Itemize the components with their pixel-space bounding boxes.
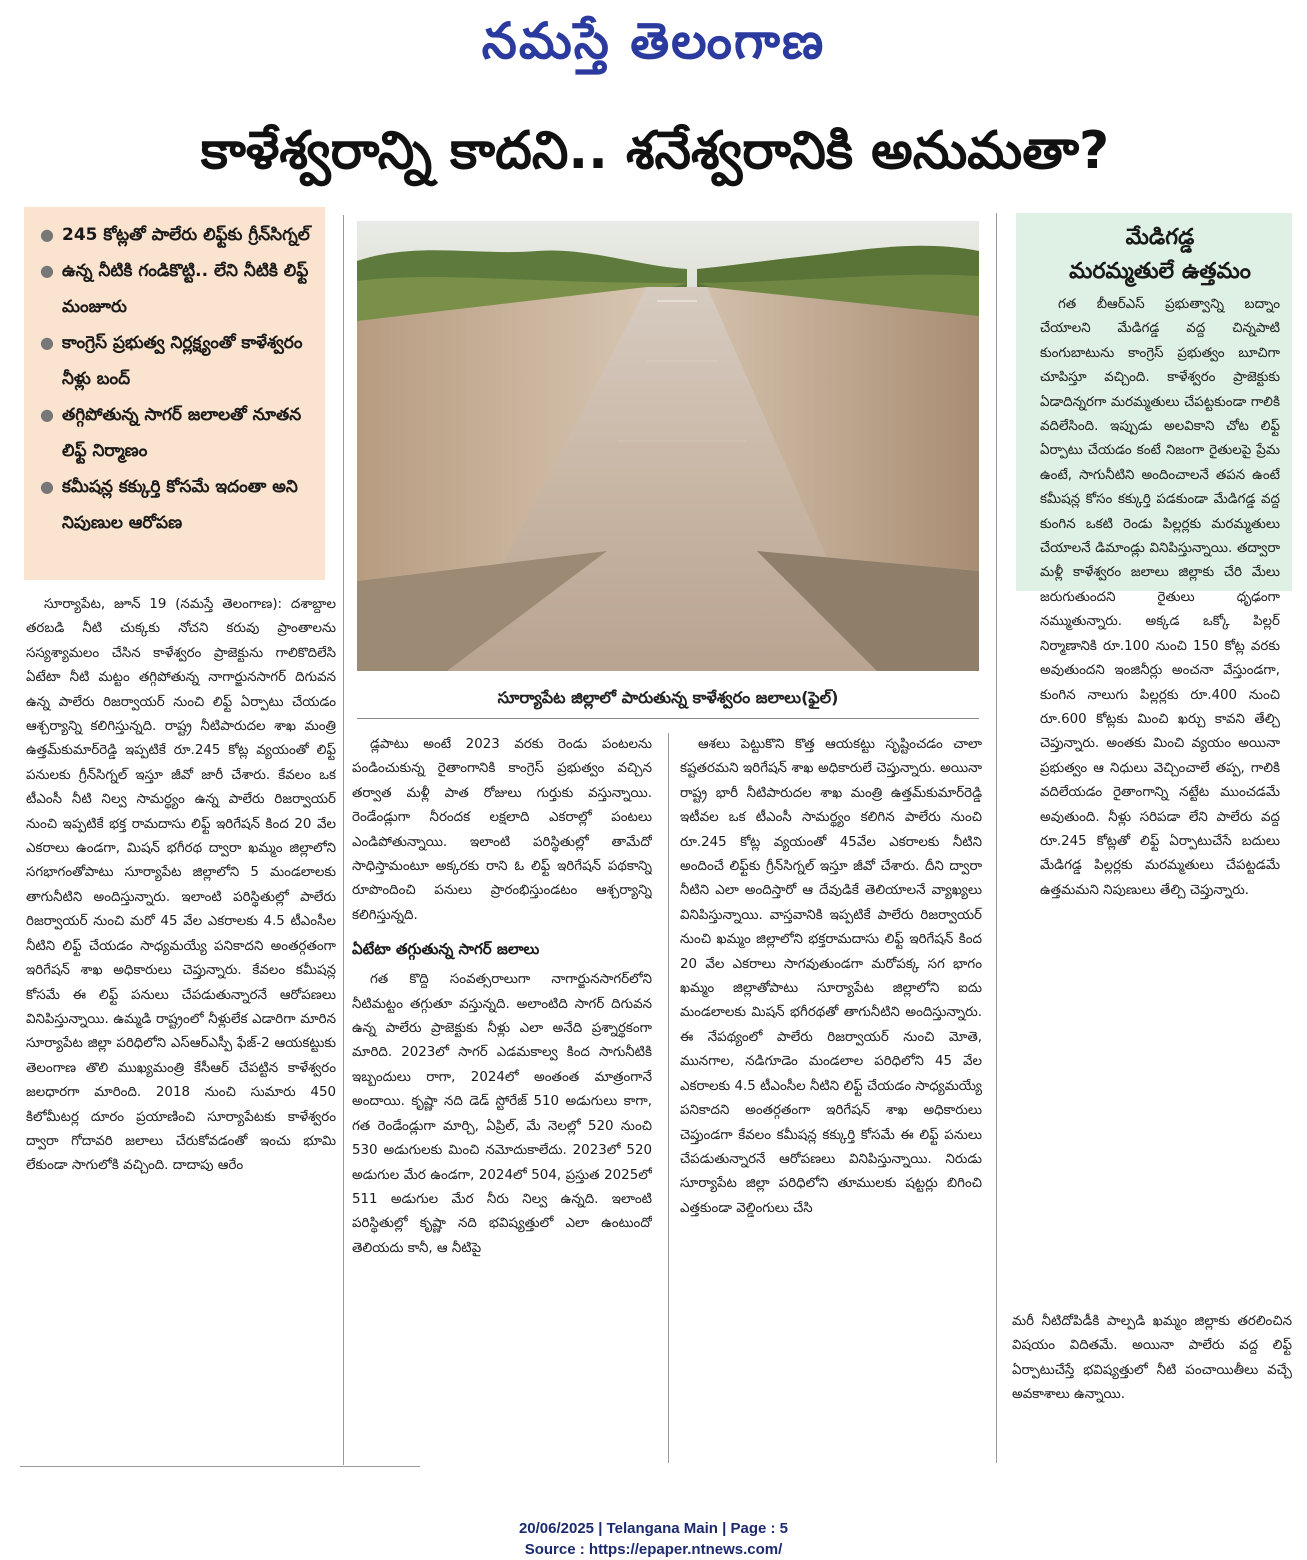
sidebar-title: మేడిగడ్డ: [1125, 225, 1195, 250]
masthead-logo: నమస్తే తెలంగాణ: [481, 11, 826, 70]
sidebar-paragraph: గత బీఆర్‌ఎస్ ప్రభుత్వాన్ని బద్నాం చేయాలని మేడిగడ్డ వద్ద చిన్నపాటి కుంగుబాటును కాంగ్రెస్ ప్రభుత్వం బూచిగా చూపిస్తూ వచ్చింది. కాళేశ్వరం ప్రాజెక్టుకు ఏడాదిన్నరగా మరమ్మతులు చేపట్టకుండా గాలికి వదిలేసింది. ఇప్పుడు అలవికాని చోట లిఫ్ట్ ఏర్పాటు చేయడం కంటే నిజంగా రైతులపై ప్రేమ ఉంటే, సాగునీటిని అందించాలనే తపన ఉంటే కమీషన్ల కోసం కక్కుర్తి పడకుండా మేడిగడ్డ వద్ద కుంగిన ఒకటి రెండు పిల్లర్లకు మరమ్మతులు చేయాలనే డిమాండ్లు వినిపిస్తున్నాయి. తద్వారా మళ్లీ కాళేశ్వరం జలాలు జిల్లాకు చేరి మేలు జరుగుతుందని రైతులు ధృఢంగా నమ్ముతున్నారు. అక్కడ ఒక్కో పిల్లర్ నిర్మాణానికి రూ.100 నుంచి 150 కోట్ల వరకు అవుతుందని ఇంజినీర్లు అంచనా వేస్తుండగా, కుంగిన నాలుగు పిల్లర్లకు రూ.400 నుంచి రూ.600 కోట్లకు మించి ఖర్చు కావని తేల్చి చెప్తున్నారు. అంతకు మించి వ్యయం అయినా ప్రభుత్వం ఆ నిధులు వెచ్చించాలే తప్ప, గాలికి వదిలేయడం రైతాంగాన్ని నట్టేట ముంచడమే అవుతుంది. నీళ్లు సరిపడా లేని పాలేరు వద్ద రూ.245 కోట్లతో లిఫ్ట్ ఏర్పాటుచేసే బదులు మేడిగడ్డ పిల్లర్లకు మరమ్మతులు చేపట్టడమే ఉత్తమమని నిపుణులు తేల్చి చెప్తున్నారు.: [1040, 297, 1280, 898]
highlight-item: ● 245 కోట్లతో పాలేరు లిఫ్ట్‌కు గ్రీన్‌సిగ్నల్: [36, 217, 317, 253]
article-paragraph: గత కొద్ది సంవత్సరాలుగా నాగార్జునసాగర్‌లోని నీటిమట్టం తగ్గుతూ వస్తున్నది. అలాంటిది సాగర్ దిగువన ఉన్న పాలేరు ప్రాజెక్టుకు నీళ్లు ఎలా అనేది ప్రశ్నార్థకంగా మారిది. 2023లో సాగర్ ఎడమకాల్వ కింద సాగునీటికి ఇబ్బందులు రాగా, 2024లో అంతంత మాత్రంగానే అందాయి. కృష్ణా నది డెడ్ స్టోరేజ్ 510 అడుగులు కాగా, గత రెండేండ్లుగా మార్చి, ఏప్రిల్, మే నెలల్లో 520 నుంచి 530 అడుగులకు మించి నమోదుకాలేదు. 2023లో 520 అడుగుల మేర ఉండగా, 2024లో 504, ప్రస్తుత 2025లో 511 అడుగుల మేర నీరు నిల్వ ఉన్నది. ఇలాంటి పరిస్థితుల్లో కృష్ణా నది భవిష్యత్తులో ఎలా ఉంటుందో తెలియదు కానీ, ఆ నీటిపై: [352, 972, 652, 1256]
sidebar-body: [1040, 293, 1280, 903]
highlights-box: [24, 207, 325, 580]
column-divider: [668, 733, 669, 1463]
bullet-icon: ●: [40, 333, 54, 352]
bullet-icon: ●: [40, 225, 54, 244]
photo-caption: సూర్యాపేట జిల్లాలో పారుతున్న కాళేశ్వరం జలాలు(ఫైల్): [497, 688, 839, 707]
highlight-item: ● ఉన్న నీటికి గండికొట్టి.. లేని నీటికి లిఫ్ట్ మంజూరు: [36, 253, 317, 325]
bullet-icon: ●: [40, 405, 54, 424]
article-column-2: [352, 733, 652, 1463]
footer-source-line: Source : https://epaper.ntnews.com/: [524, 1541, 783, 1558]
caption-divider: [357, 718, 979, 719]
article-column-1: [26, 593, 336, 1463]
sidebar-box: [1016, 213, 1292, 898]
article-subheading: ఏటేటా తగ్గుతున్న సాగర్ జలాలు: [352, 940, 540, 959]
highlight-item: ● తగ్గిపోతున్న సాగర్ జలాలతో నూతన లిఫ్ట్ నిర్మాణం: [36, 397, 317, 469]
article-column-4: [1012, 1310, 1292, 1460]
article-paragraph: డ్లపాటు అంటే 2023 వరకు రెండు పంటలను పండించుకున్న రైతాంగానికి కాంగ్రెస్ ప్రభుత్వం వచ్చిన తర్వాత మళ్లీ పాత రోజులు గుర్తుకు వస్తున్నాయి. రెండేండ్లుగా నీరందక లక్షలాది ఎకరాల్లో పంటలు ఎండిపోతున్నాయి. ఇలాంటి పరిస్థితుల్లో తామేదో సాధిస్తామంటూ అక్కరకు రాని ఓ లిఫ్ట్ ఇరిగేషన్ పథకాన్ని రూపొందించి పనులు ప్రారంభిస్తుండటం ఆశ్చర్యాన్ని కలిగిస్తున్నది.: [352, 737, 652, 923]
bullet-icon: ●: [40, 261, 54, 280]
sidebar-title: మరమ్మతులే ఉత్తమం: [1069, 259, 1251, 284]
highlight-item: ● కమీషన్ల కక్కుర్తి కోసమే ఇదంతా అని నిపుణుల ఆరోపణ: [36, 469, 317, 541]
footer-date-line: 20/06/2025 | Telangana Main | Page : 5: [518, 1520, 789, 1537]
bullet-icon: ●: [40, 477, 54, 496]
article-column-3: [680, 733, 982, 1463]
bottom-rule: [20, 1466, 420, 1467]
highlight-item: ● కాంగ్రెస్ ప్రభుత్వ నిర్లక్ష్యంతో కాళేశ్వరం నీళ్లు బంద్: [36, 325, 317, 397]
article-paragraph: ఆశలు పెట్టుకొని కొత్త ఆయకట్టు సృష్టించడం చాలా కష్టతరమని ఇరిగేషన్ శాఖ అధికారులే చెప్తున్నారు. అయినా రాష్ట్ర భారీ నీటిపారుదల శాఖ మంత్రి ఉత్తమ్‌కుమార్‌రెడ్డి ఇటీవల ఒక టీఎంసీ సామర్థ్యం కలిగిన పాలేరు నుంచి రూ.245 కోట్ల వ్యయంతో 45వేల ఎకరాలకు నీటిని అందించే లిఫ్ట్‌కు గ్రీన్‌సిగ్నల్ ఇస్తూ జీవో చేశారు. దీని ద్వారా నీటిని ఎలా అందిస్తారో ఆ దేవుడికే తెలియాలనే వ్యాఖ్యలు వినిపిస్తున్నాయి. వాస్తవానికి ఇప్పటికే పాలేరు రిజర్వాయర్ నుంచి ఖమ్మం జిల్లాలోని భక్తరామదాసు లిఫ్ట్ ఇరిగేషన్ కింద 20 వేల ఎకరాలు సాగవుతుండగా మరోపక్క సగ భాగం ఖమ్మం జిల్లాతోపాటు సూర్యాపేట జిల్లాలోని ఐదు మండలాలకు మిషన్ భగీరథతో తాగునీటిని అందిస్తున్నారు. ఈ నేపథ్యంలో పాలేరు రిజర్వాయర్ నుంచి మోతె, మునగాల, నడిగూడెం మండలాల పరిధిలోని 45 వేల ఎకరాలకు 4.5 టీఎంసీల నీటిని లిఫ్ట్ చేయడం సాధ్యమయ్యే పనికాదని అంతర్గతంగా ఇరిగేషన్ శాఖ అధికారులు చెప్తుండగా కేవలం కమీషన్ల కక్కుర్తి కోసమే ఈ లిఫ్ట్ పనులు చేపడుతున్నారనే ఆరోపణలు వినిపిస్తున్నాయి. నిరుడు సూర్యాపేట జిల్లా పరిధిలోని తూములకు షట్టర్లు బిగించి ఎత్తకుండా వెల్డింగులు చేసి: [680, 737, 982, 1216]
column-divider: [996, 213, 997, 1463]
headline: కాళేశ్వరాన్ని కాదని.. శనేశ్వరానికి అనుమతా?: [200, 121, 1110, 181]
article-paragraph: మరీ నీటిదోపిడీకి పాల్పడి ఖమ్మం జిల్లాకు తరలించిన విషయం విదితమే. అయినా పాలేరు వద్ద లిఫ్ట్ ఏర్పాటుచేస్తే భవిష్యత్తులో నీటి పంచాయితీలు వచ్చే అవకాశాలు ఉన్నాయి.: [1012, 1314, 1292, 1403]
footer: [0, 1518, 1307, 1560]
canal-photo: [357, 221, 979, 671]
article-paragraph: సూర్యాపేట, జూన్ 19 (నమస్తే తెలంగాణ): దశాబ్దాల తరబడి నీటి చుక్కకు నోచని కరువు ప్రాంతాలను సస్యశ్యామలం చేసిన కాళేశ్వరం ప్రాజెక్టును గాలికొదిలేసి ఏటేటా నీటి మట్టం తగ్గిపోతున్న నాగార్జునసాగర్ దిగువన ఉన్న పాలేరు రిజర్వాయర్ నుంచి లిఫ్ట్ ఏర్పాటు చేయడం ఆశ్చర్యాన్ని కలిగిస్తున్నది. రాష్ట్ర నీటిపారుదల శాఖ మంత్రి ఉత్తమ్‌కుమార్‌రెడ్డి ఇప్పటికే రూ.245 కోట్ల వ్యయంతో లిఫ్ట్ పనులకు గ్రీన్‌సిగ్నల్ ఇస్తూ జీవో జారీ చేశారు. కేవలం ఒక టీఎంసీ నీటి నిల్వ సామర్థ్యం ఉన్న పాలేరు రిజర్వాయర్ నుంచి ఇప్పటికే భక్త రామదాసు లిఫ్ట్ ఇరిగేషన్ కింద 20 వేల ఎకరాలు ఉండగా, మిషన్ భగీరథ ద్వారా ఖమ్మం జిల్లాలోని సగభాగంతోపాటు సూర్యాపేట జిల్లాలోని 5 మండలాలకు తాగునీటిని అందిస్తున్నారు. ఇలాంటి పరిస్థితుల్లో పాలేరు రిజర్వాయర్ నుంచి మరో 45 వేల ఎకరాలకు 4.5 టీఎంసీల నీటిని లిఫ్ట్ చేయడం సాధ్యమయ్యే పనికాదని అంతర్గతంగా ఇరిగేషన్ శాఖ అధికారులు చెప్తున్నారు. కేవలం కమీషన్ల కోసమే ఈ లిఫ్ట్ పనులు చేపడుతున్నారనే ఆరోపణలు వినిపిస్తున్నాయి. ఉమ్మడి రాష్ట్రంలో నీళ్లులేక ఎడారిగా మారిన సూర్యాపేట జిల్లా పరిధిలోని ఎస్‌ఆర్‌ఎస్పీ ఫేజ్-2 ఆయకట్టుకు తెలంగాణ తొలి ముఖ్యమంత్రి కేసీఆర్ చేపట్టిన కాళేశ్వరం జలధారగా మారింది. 2018 నుంచి సుమారు 450 కిలోమీటర్ల దూరం ప్రయాణించి సూర్యాపేటకు కాళేశ్వరం ద్వారా గోదావరి జలాలు చేరుకోవడంతో ఇంచు భూమి లేకుండా సాగులోకి వచ్చింది. దాదాపు ఆరేం: [26, 597, 336, 1174]
column-divider: [343, 215, 344, 1465]
